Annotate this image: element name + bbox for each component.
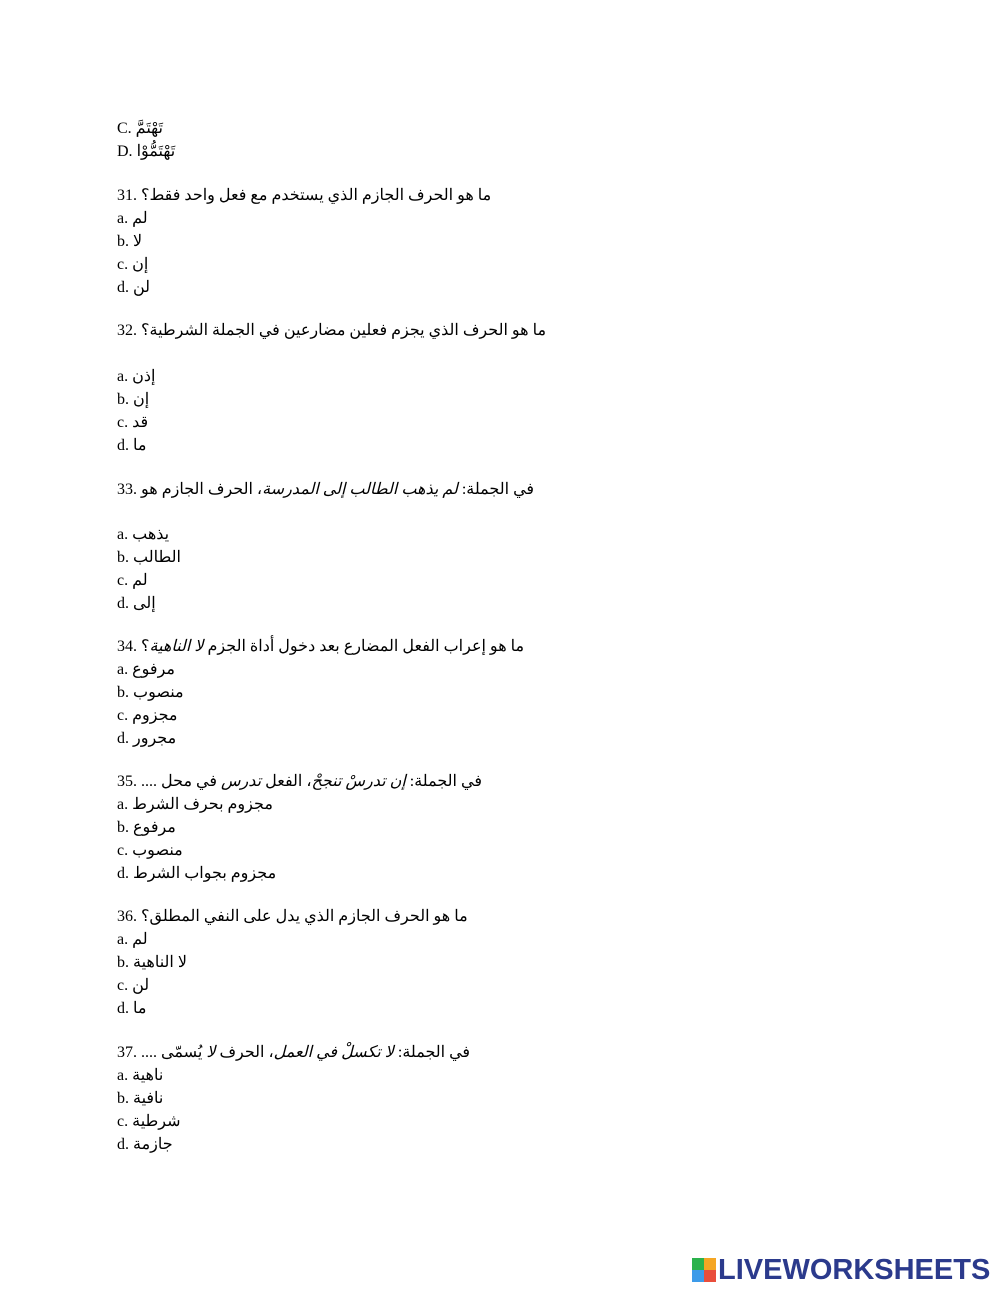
text-segment: ما هو إعراب الفعل المضارع بعد دخول أداة الجزم: [203, 638, 525, 655]
text-segment: مجزوم بجواب الشرط: [133, 865, 277, 882]
item-text: [132, 1113, 180, 1130]
answer-option: [117, 952, 187, 974]
item-text: [133, 954, 187, 971]
text-segment: مجرور: [133, 730, 177, 747]
item-text: [141, 638, 524, 655]
question-36: [117, 906, 468, 928]
item-label: a.: [117, 931, 129, 948]
item-label: D.: [117, 143, 133, 160]
answer-option: [117, 389, 149, 411]
item-label: c.: [117, 1113, 129, 1130]
item-label: C.: [117, 120, 132, 137]
item-text: [137, 143, 176, 160]
item-text: [133, 1136, 173, 1153]
item-label: a.: [117, 210, 129, 227]
text-segment: لن: [133, 279, 151, 296]
liveworksheets-logo: [692, 1255, 990, 1285]
item-text: [141, 773, 482, 790]
answer-option: [117, 840, 183, 862]
answer-option: [117, 682, 184, 704]
item-text: [141, 187, 491, 204]
answer-option: [117, 817, 176, 839]
item-label: b.: [117, 1090, 129, 1107]
logo-text: LIVEWORKSHEETS: [718, 1254, 991, 1286]
item-text: [141, 908, 468, 925]
item-label: d.: [117, 595, 129, 612]
text-segment: ما: [133, 437, 147, 454]
item-text: [132, 661, 175, 678]
answer-option: [117, 254, 148, 276]
item-label: a.: [117, 526, 129, 543]
item-label: b.: [117, 549, 129, 566]
question-32: [117, 320, 546, 342]
text-segment: إلى: [133, 595, 156, 612]
item-label: d.: [117, 1000, 129, 1017]
text-segment: ما هو الحرف الجازم الذي يدل على النفي المطلق؟: [141, 908, 468, 925]
answer-option: [117, 570, 148, 592]
item-label: d.: [117, 1136, 129, 1153]
text-segment: ، الحرف: [215, 1044, 274, 1061]
text-segment: تَهْتَمَّ: [135, 120, 163, 137]
item-text: [133, 233, 142, 250]
answer-option: [117, 547, 181, 569]
item-text: [141, 322, 546, 339]
answer-option: [117, 366, 155, 388]
item-text: [133, 684, 184, 701]
answer-option: [117, 231, 142, 253]
text-segment: قد: [132, 414, 149, 431]
item-text: [132, 256, 148, 273]
text-segment: لا الناهية: [133, 954, 187, 971]
item-label: c.: [117, 842, 129, 859]
item-text: [132, 210, 148, 227]
text-segment: ، الفعل: [261, 773, 312, 790]
text-segment: تَهْتَمُّوْا: [136, 143, 176, 160]
text-segment: ما هو الحرف الذي يجزم فعلين مضارعين في الجملة الشرطية؟: [141, 322, 547, 339]
text-segment: لا: [133, 233, 143, 250]
answer-option: [117, 975, 149, 997]
item-label: b.: [117, 819, 129, 836]
item-text: [133, 437, 146, 454]
question-35: [117, 771, 482, 793]
item-label: 31.: [117, 187, 137, 204]
item-text: [132, 1067, 163, 1084]
italic-phrase: لم يذهب الطالب إلى المدرسة: [262, 481, 458, 498]
question-37: [117, 1042, 470, 1064]
item-label: d.: [117, 437, 129, 454]
item-label: c.: [117, 414, 129, 431]
answer-option: [117, 412, 148, 434]
text-segment: في الجملة:: [405, 773, 482, 790]
item-label: a.: [117, 796, 129, 813]
item-text: [132, 977, 149, 994]
text-segment: لم: [132, 931, 148, 948]
answer-option: [117, 593, 156, 615]
item-label: 37.: [117, 1044, 137, 1061]
answer-option: [117, 208, 148, 230]
text-segment: لم: [132, 210, 148, 227]
item-text: [136, 120, 163, 137]
item-label: a.: [117, 661, 129, 678]
answer-option: [117, 118, 163, 140]
text-segment: مرفوع: [132, 661, 175, 678]
item-text: [132, 842, 183, 859]
answer-option: [117, 435, 146, 457]
item-label: c.: [117, 707, 129, 724]
answer-option: [117, 705, 177, 727]
item-label: c.: [117, 977, 129, 994]
answer-option: [117, 1065, 163, 1087]
answer-option: [117, 659, 175, 681]
answer-option: [117, 794, 273, 816]
item-label: 35.: [117, 773, 137, 790]
item-text: [133, 595, 156, 612]
item-label: 33.: [117, 481, 137, 498]
answer-option: [117, 1088, 163, 1110]
text-segment: في الجملة:: [457, 481, 535, 498]
text-segment: في الجملة:: [393, 1044, 471, 1061]
answer-option: [117, 277, 150, 299]
item-text: [133, 549, 181, 566]
text-segment: يذهب: [132, 526, 170, 543]
item-label: c.: [117, 572, 129, 589]
answer-option: [117, 998, 146, 1020]
text-segment: الطالب: [133, 549, 181, 566]
text-segment: جازمة: [133, 1136, 173, 1153]
item-text: [132, 707, 177, 724]
italic-phrase: إن تدرسْ تنجحْ: [311, 773, 406, 790]
text-segment: نافية: [133, 1090, 164, 1107]
item-label: b.: [117, 954, 129, 971]
answer-option: [117, 728, 176, 750]
italic-phrase: تدرس: [221, 773, 262, 790]
answer-option: [117, 1111, 180, 1133]
text-segment: لم: [132, 572, 148, 589]
item-label: 34.: [117, 638, 137, 655]
item-label: 32.: [117, 322, 137, 339]
question-31: [117, 185, 491, 207]
text-segment: مجزوم بحرف الشرط: [132, 796, 273, 813]
text-segment: ؟: [141, 638, 150, 655]
item-text: [133, 1000, 146, 1017]
answer-option: [117, 929, 148, 951]
italic-phrase: لا الناهية: [149, 638, 204, 655]
item-text: [132, 414, 148, 431]
item-text: [132, 796, 273, 813]
text-segment: ناهية: [132, 1067, 164, 1084]
item-text: [132, 368, 155, 385]
answer-option: [117, 863, 276, 885]
text-segment: شرطية: [132, 1113, 181, 1130]
item-label: b.: [117, 684, 129, 701]
item-text: [133, 391, 149, 408]
item-label: d.: [117, 730, 129, 747]
question-33: [117, 479, 534, 501]
text-segment: لن: [132, 977, 150, 994]
logo-icon: [692, 1258, 716, 1282]
item-label: c.: [117, 256, 129, 273]
answer-option: [117, 141, 175, 163]
item-label: a.: [117, 368, 129, 385]
text-segment: يُسمّى ....: [141, 1044, 207, 1061]
answer-option: [117, 1134, 173, 1156]
text-segment: ، الحرف الجازم هو: [141, 481, 263, 498]
text-segment: مجزوم: [132, 707, 178, 724]
item-label: 36.: [117, 908, 137, 925]
item-text: [132, 931, 148, 948]
text-segment: في محل ....: [141, 773, 221, 790]
item-text: [133, 730, 176, 747]
text-segment: مرفوع: [133, 819, 176, 836]
item-text: [141, 1044, 470, 1061]
text-segment: إذن: [132, 368, 156, 385]
item-text: [133, 279, 150, 296]
text-segment: ما: [133, 1000, 147, 1017]
item-label: a.: [117, 1067, 129, 1084]
item-label: d.: [117, 865, 129, 882]
text-segment: إن: [133, 391, 150, 408]
text-segment: إن: [132, 256, 149, 273]
item-text: [132, 526, 169, 543]
answer-option: [117, 524, 169, 546]
italic-phrase: لا: [206, 1044, 216, 1061]
item-label: b.: [117, 233, 129, 250]
text-segment: منصوب: [132, 842, 183, 859]
item-text: [141, 481, 534, 498]
text-segment: ما هو الحرف الجازم الذي يستخدم مع فعل واحد فقط؟: [141, 187, 492, 204]
item-label: b.: [117, 391, 129, 408]
text-segment: منصوب: [133, 684, 184, 701]
item-text: [132, 572, 148, 589]
item-text: [133, 865, 276, 882]
question-34: [117, 636, 524, 658]
item-text: [133, 819, 176, 836]
italic-phrase: لا تكسلْ في العمل: [273, 1044, 394, 1061]
item-label: d.: [117, 279, 129, 296]
item-text: [133, 1090, 163, 1107]
